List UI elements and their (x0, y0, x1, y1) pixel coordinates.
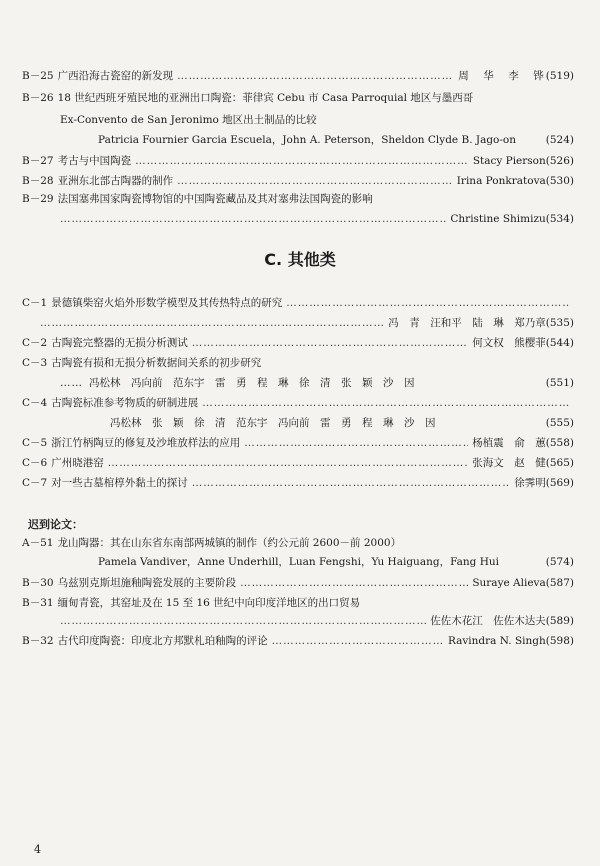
page-number: 4 (34, 843, 41, 856)
entry-code: B－26 (22, 92, 54, 104)
entry-title: 浙江竹柄陶豆的修复及沙堆放样法的应用 (51, 437, 241, 449)
entry-code: B－30 (22, 577, 54, 589)
leader-dots (177, 174, 453, 188)
toc-entry (22, 476, 574, 490)
entry-page: (558) (545, 437, 574, 449)
entry-authors: Christine Shimizu (450, 213, 546, 225)
toc-entry (22, 174, 574, 188)
toc-entry (22, 356, 574, 370)
toc-entry (22, 91, 574, 105)
entry-title: 考古与中国陶瓷 (57, 155, 132, 167)
toc-entry-continuation (60, 212, 574, 226)
entry-page: (519) (545, 70, 574, 82)
entry-authors: 冯松林 冯向前 范东宇 雷 勇 程 琳 徐 清 张 颖 沙 因 (89, 377, 415, 389)
entry-authors: Patricia Fournier Garcia Escuela，John A. Peterson，Sheldon Clyde B. Jago-on (98, 134, 517, 146)
entry-page: (569) (545, 477, 574, 489)
leader-dots (177, 69, 454, 83)
entry-title: 古陶瓷标准参考物质的研制进展 (51, 397, 199, 409)
toc-entry-continuation: …… 冯松林 冯向前 范东宇 雷 勇 程 琳 徐 清 张 颖 沙 因 (551) (60, 377, 574, 389)
entry-title: 乌兹别克斯坦施釉陶瓷发展的主要阶段 (57, 577, 237, 589)
entry-title: 古陶瓷完整器的无损分析测试 (51, 337, 188, 349)
entry-code: B－29 (22, 193, 54, 205)
entry-title: 对一些古墓棺椁外黏土的探讨 (51, 477, 188, 489)
entry-title: 广州晓港窑 (51, 457, 104, 469)
entry-code: B－31 (22, 597, 54, 609)
toc-entry (22, 634, 574, 648)
entry-title: 古代印度陶瓷：印度北方邦默札珀釉陶的评论 (57, 635, 268, 647)
late-papers-heading: 迟到论文： (28, 518, 83, 531)
entry-code: C－5 (22, 437, 48, 449)
entry-title: 缅甸青瓷，其窑址及在 15 至 16 世纪中向印度洋地区的出口贸易 (57, 597, 361, 609)
entry-authors: 冯松林 张 颖 徐 清 范东宇 冯向前 雷 勇 程 琳 沙 因 (110, 417, 436, 429)
entry-title: 龙山陶器：其在山东省东南部两城镇的制作（约公元前 2600－前 2000） (57, 537, 402, 549)
toc-entry (22, 192, 574, 206)
toc-entry (22, 536, 574, 550)
entry-title: 亚洲东北部古陶器的制作 (57, 175, 174, 187)
leader-dots (286, 296, 570, 310)
entry-page: (589) (545, 615, 574, 627)
toc-entry-continuation (60, 113, 574, 127)
toc-entry (22, 396, 574, 410)
entry-page: (565) (545, 457, 574, 469)
entry-authors: Pamela Vandiver，Anne Underhill，Luan Fengshi，Yu Haiguang，Fang Hui (98, 556, 499, 568)
leader-dots (272, 634, 444, 648)
entry-page: (587) (545, 577, 574, 589)
toc-entry-continuation (60, 614, 574, 628)
entry-page: (534) (545, 213, 574, 225)
leader-dots (192, 336, 469, 350)
toc-entry (22, 596, 574, 610)
entry-code: C－4 (22, 397, 48, 409)
entry-title: 18 世纪西班牙殖民地的亚洲出口陶瓷：菲律宾 Cebu 市 Casa Parroquial 地区与墨西哥 (57, 92, 474, 104)
entry-code: B－32 (22, 635, 54, 647)
leader-dots (202, 396, 570, 410)
entry-page: (535) (545, 317, 574, 329)
entry-authors: 冯 青 汪和平 陆 琳 郑乃章 (388, 317, 546, 329)
entry-page: (530) (545, 175, 574, 187)
entry-title: 古陶瓷有损和无损分析数据间关系的初步研究 (51, 357, 262, 369)
leader-dots (60, 212, 446, 226)
entry-page: (598) (545, 635, 574, 647)
leader-dots (192, 476, 511, 490)
entry-code: C－3 (22, 357, 48, 369)
toc-entry-continuation (110, 416, 574, 430)
entry-title: 广西沿海古瓷窑的新发现 (57, 70, 174, 82)
entry-authors: 张海文 赵 健 (472, 457, 546, 469)
toc-entry-authors (98, 555, 574, 569)
entry-title: 景德镇柴窑火焰外形数学模型及其传热特点的研究 (51, 297, 283, 309)
entry-code: B－25 (22, 70, 54, 82)
entry-code: C－7 (22, 477, 48, 489)
entry-authors: Irina Ponkratova (456, 175, 546, 187)
toc-entry-authors (98, 133, 574, 147)
entry-authors: 周 华 李 铧 (458, 70, 546, 82)
entry-code: B－27 (22, 155, 54, 167)
toc-entry (22, 154, 574, 168)
leader-dots (40, 316, 384, 330)
toc-entry (22, 336, 574, 350)
entry-authors: Ravindra N. Singh (447, 635, 546, 647)
entry-code: C－1 (22, 297, 48, 309)
entry-code: B－28 (22, 175, 54, 187)
leader-dots (135, 154, 469, 168)
entry-code: A－51 (22, 537, 54, 549)
entry-authors: 徐霁明 (514, 477, 546, 489)
toc-entry-continuation (40, 316, 574, 330)
entry-page: (551) (545, 377, 574, 389)
toc-entry (22, 69, 574, 83)
entry-page: (574) (545, 556, 574, 568)
leader-dots (60, 614, 426, 628)
toc-entry (22, 576, 574, 590)
entry-title-cont: Ex-Convento de San Jeronimo 地区出土制品的比较 (60, 114, 317, 126)
entry-code: C－6 (22, 457, 48, 469)
leader-dots (108, 456, 469, 470)
section-title: C. 其他类 (264, 250, 336, 269)
entry-page: (544) (545, 337, 574, 349)
entry-page: (526) (545, 155, 574, 167)
entry-title: 法国塞弗国家陶瓷博物馆的中国陶瓷藏品及其对塞弗法国陶瓷的影响 (57, 193, 373, 205)
entry-authors: Suraye Alieva (472, 577, 546, 589)
toc-entry (22, 456, 574, 470)
entry-authors: 何文权 熊樱菲 (472, 337, 546, 349)
toc-entry (22, 436, 574, 450)
leader-dots (240, 576, 468, 590)
entry-authors: Stacy Pierson (472, 155, 546, 167)
leader-dots (244, 436, 468, 450)
toc-entry (22, 296, 574, 310)
entry-page: (524) (545, 134, 574, 146)
entry-authors: 杨植震 俞 蕙 (472, 437, 546, 449)
entry-code: C－2 (22, 337, 48, 349)
entry-page: (555) (545, 417, 574, 429)
entry-authors: 佐佐木花江 佐佐木达夫 (430, 615, 546, 627)
